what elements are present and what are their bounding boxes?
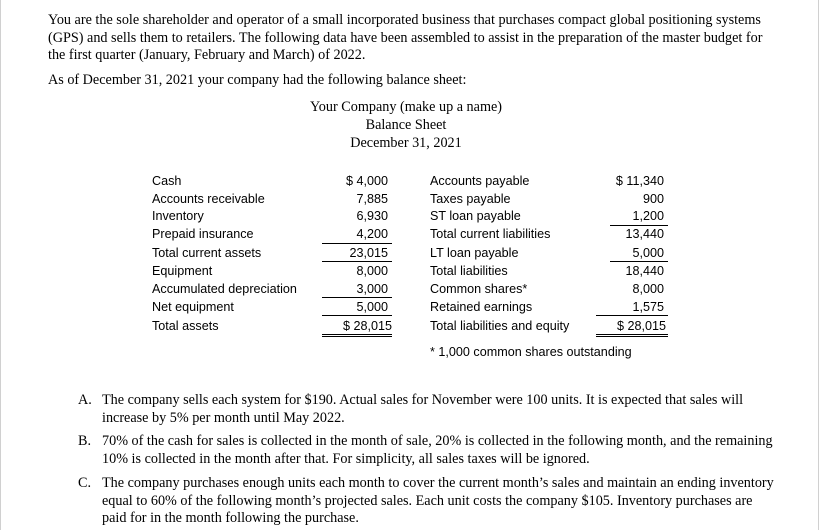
equity-value-retained-earnings: 1,575: [632, 300, 664, 314]
asset-value-total-current-assets: 23,015: [349, 246, 388, 260]
asset-label-accounts-receivable: Accounts receivable: [152, 192, 265, 206]
liability-label-total-liabilities: Total liabilities: [430, 264, 508, 278]
as-of-statement: As of December 31, 2021 your company had the following balance sheet:: [48, 72, 467, 88]
page-right-border: [818, 0, 819, 530]
intro-paragraph: You are the sole shareholder and operator of a small incorporated business that purchases compact global positioning systems (GPS) and sells them to retailers. The following data have been assembled to assist in the preparation of the master budget for the first quarter (January, February and March) of 2022.: [48, 12, 763, 63]
asset-value-equipment: 8,000: [356, 264, 388, 278]
liability-value-total-current-liabilities: 13,440: [625, 227, 664, 241]
liability-label-accounts-payable: Accounts payable: [430, 174, 530, 188]
asset-value-prepaid-insurance: 4,200: [356, 227, 388, 241]
underline-net-equipment: [322, 315, 392, 316]
asset-value-total-assets: $ 28,015: [342, 319, 392, 333]
asset-label-inventory: Inventory: [152, 209, 204, 223]
company-name: Your Company (make up a name): [309, 99, 503, 115]
item-a-label: A.: [78, 392, 92, 408]
total-liabilities-equity-label: Total liabilities and equity: [430, 319, 570, 333]
double-underline-total-le-2: [596, 336, 668, 337]
page-left-border: [0, 0, 1, 530]
item-c-label: C.: [78, 475, 92, 491]
asset-label-prepaid-insurance: Prepaid insurance: [152, 227, 254, 241]
sheet-title: Balance Sheet: [365, 117, 447, 133]
double-underline-total-le-1: [596, 334, 668, 335]
liability-label-total-current-liabilities: Total current liabilities: [430, 227, 551, 241]
liability-value-lt-loan-payable: 5,000: [632, 246, 664, 260]
asset-label-cash: Cash: [152, 174, 182, 188]
asset-label-net-equipment: Net equipment: [152, 300, 234, 314]
double-underline-total-assets-1: [322, 334, 392, 335]
double-underline-total-assets-2: [322, 336, 392, 337]
asset-label-total-current-assets: Total current assets: [152, 246, 262, 260]
asset-value-net-equipment: 5,000: [356, 300, 388, 314]
liability-label-st-loan-payable: ST loan payable: [430, 209, 521, 223]
liability-label-lt-loan-payable: LT loan payable: [430, 246, 519, 260]
equity-label-retained-earnings: Retained earnings: [430, 300, 533, 314]
shares-footnote: * 1,000 common shares outstanding: [430, 345, 632, 359]
item-c-text: The company purchases enough units each month to cover the current month’s sales and maintain an ending inventory equal to 60% of the following month’s projected sales. Each unit costs the company $105. Inventory purchases are paid for in the month following the purchase.: [102, 475, 774, 526]
asset-value-inventory: 6,930: [356, 209, 388, 223]
liability-value-st-loan-payable: 1,200: [632, 209, 664, 223]
asset-label-accumulated-depreciation: Accumulated depreciation: [152, 282, 297, 296]
asset-value-accounts-receivable: 7,885: [356, 192, 388, 206]
asset-label-equipment: Equipment: [152, 264, 213, 278]
liability-value-total-liabilities: 18,440: [625, 264, 664, 278]
item-b-label: B.: [78, 433, 92, 449]
asset-value-cash: $ 4,000: [345, 174, 388, 188]
equity-value-common-shares: 8,000: [632, 282, 664, 296]
liability-value-taxes-payable: 900: [642, 192, 664, 206]
liability-value-accounts-payable: $ 11,340: [615, 174, 664, 188]
item-a-text: The company sells each system for $190. Actual sales for November were 100 units. It is expected that sales will increase by 5% per month until May 2022.: [102, 392, 744, 426]
equity-label-common-shares: Common shares*: [430, 282, 528, 296]
liability-label-taxes-payable: Taxes payable: [430, 192, 511, 206]
underline-retained-earnings: [596, 315, 668, 316]
asset-value-accumulated-depreciation: 3,000: [356, 282, 388, 296]
sheet-date: December 31, 2021: [350, 135, 462, 151]
total-liabilities-equity-value: $ 28,015: [616, 319, 666, 333]
asset-label-total-assets: Total assets: [152, 319, 219, 333]
item-b-text: 70% of the cash for sales is collected in the month of sale, 20% is collected in the following month, and the remaining 10% is collected in the month after that. For simplicity, all sales taxes will be ignored.: [102, 433, 773, 467]
